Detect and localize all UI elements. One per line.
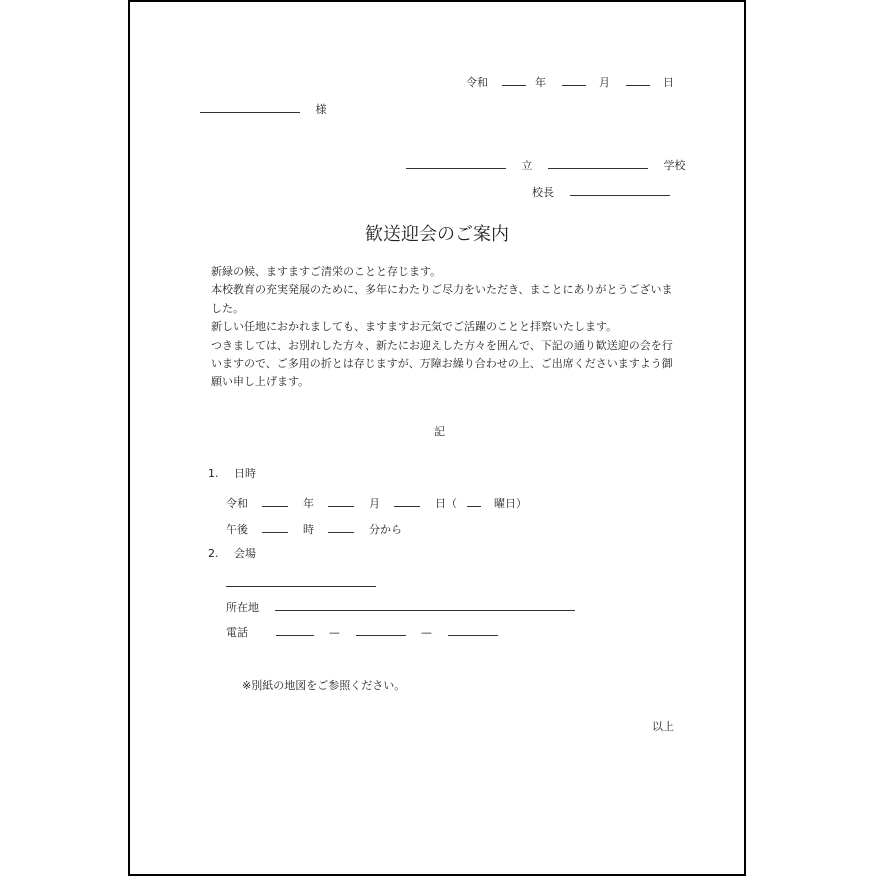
month-blank [562,75,586,86]
date-fill-day-blank [394,496,420,507]
school-type-suffix: 立 [521,159,533,172]
day-blank [626,75,650,86]
date-fill-weekday: 曜日） [494,497,527,510]
date-era: 令和 [466,76,488,89]
recipient-line [200,102,327,117]
school-suffix: 学校 [663,159,686,172]
document-title: 歓送迎会のご案内 [365,224,509,245]
closing-text: 以上 [652,720,674,733]
year-blank [502,75,526,86]
principal-blank [570,185,670,196]
item-2-heading [208,547,256,561]
principal-line [532,185,670,200]
recipient-blank [200,102,300,113]
time-fill-ampm: 午後 [226,523,248,536]
phone-label: 電話 [226,626,248,639]
address-line [226,600,575,615]
phone-sep-1: — [329,626,340,639]
date-line [466,75,674,90]
recipient-suffix: 様 [315,103,327,116]
item-2-number: 2. [208,547,219,560]
body-text [200,263,680,392]
time-fill-line [226,522,402,537]
time-fill-hour-blank [262,522,288,533]
phone-blank-1 [276,625,314,636]
date-year-suffix: 年 [535,76,546,89]
body-paragraph-3: 新しい任地におかれましても、ますますお元気でご活躍のことと拝察いたします。 [211,320,618,334]
body-paragraph-2: 本校教育の充実発展のために、多年にわたりご尽力をいただき、まことにありがとうございました。 [211,283,673,315]
venue-name-blank [226,576,376,587]
venue-name-line [226,576,376,591]
date-fill-weekday-blank [467,496,481,507]
date-fill-era: 令和 [226,497,248,510]
item-1-number: 1. [208,467,219,480]
ki-heading: 記 [434,425,445,438]
address-label: 所在地 [226,601,259,614]
date-month-suffix: 月 [599,76,610,89]
item-1-heading [208,467,256,481]
time-fill-hour: 時 [303,523,314,536]
date-fill-year-blank [262,496,288,507]
item-2-label: 会場 [234,547,256,560]
principal-label: 校長 [532,186,554,199]
phone-line [226,625,498,640]
date-day-suffix: 日 [663,76,674,89]
date-fill-month: 月 [369,497,380,510]
date-fill-line [226,496,527,511]
date-fill-month-blank [328,496,354,507]
body-paragraph-1: 新緑の候、ますますご清栄のことと存じます。 [211,265,442,278]
school-type-blank [406,158,506,169]
school-line [406,158,686,173]
date-fill-day: 日（ [435,497,457,510]
address-blank [275,600,575,611]
time-fill-minute-blank [328,522,354,533]
phone-blank-2 [356,625,406,636]
date-fill-year: 年 [303,497,314,510]
phone-sep-2: — [421,626,432,639]
document-page [128,0,746,876]
school-name-blank [548,158,648,169]
item-1-label: 日時 [234,467,256,480]
map-note: ※別紙の地図をご参照ください。 [242,679,406,692]
time-fill-minute: 分から [369,523,402,536]
body-paragraph-4: つきましては、お別れした方々、新たにお迎えした方々を囲んで、下記の通り歓送迎の会を行いますので、ご多用の折とは存じますが、万障お繰り合わせの上、ご出席くださいますよう御願い申し上げます。 [211,338,673,389]
phone-blank-3 [448,625,498,636]
